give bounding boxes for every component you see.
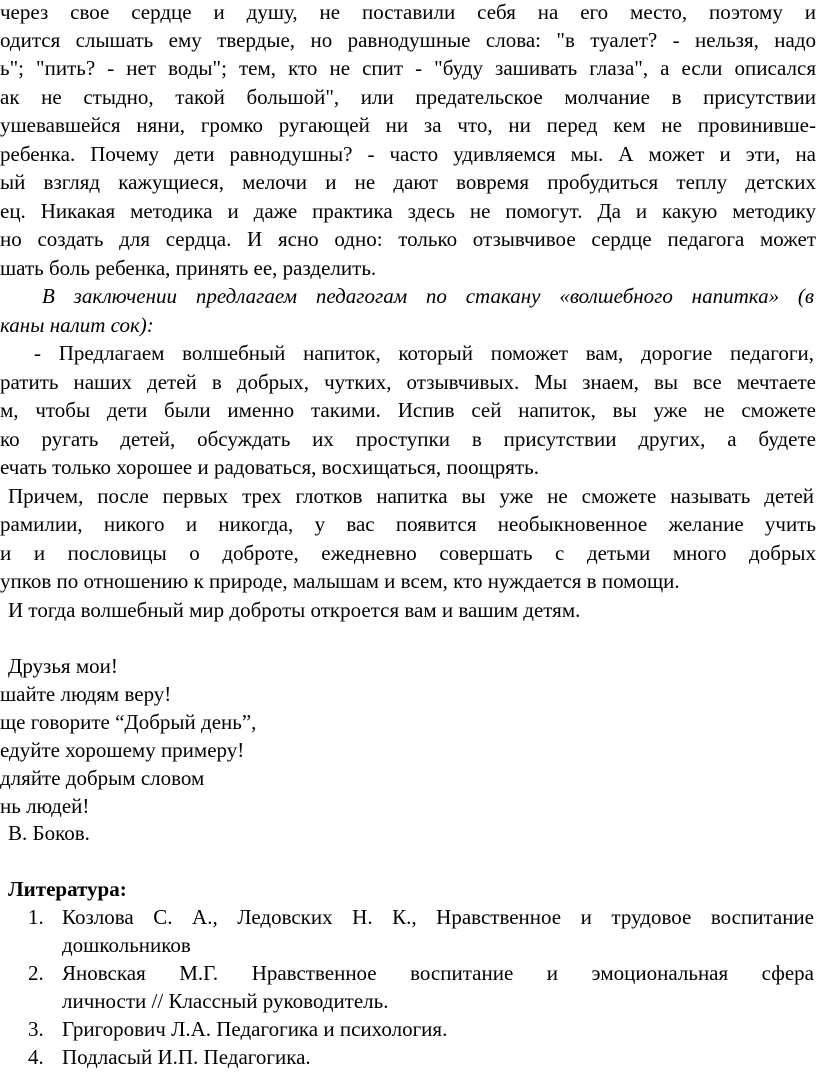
conclusion-line: каны налит сок): bbox=[0, 313, 154, 337]
paragraph-line: ратить наших детей в добрых, чутких, отзывчивых. Мы знаем, вы все мечтаете bbox=[0, 370, 816, 394]
paragraph-line: рамилии, никого и никогда, у вас появится необыкновенное желание учить bbox=[0, 512, 816, 536]
literature-item-number: 2. bbox=[28, 961, 44, 985]
paragraph-line: шать боль ребенка, принять ее, разделить. bbox=[0, 256, 377, 280]
poem-line: шайте людям веру! bbox=[0, 682, 172, 706]
poem-line: едуйте хорошему примеру! bbox=[0, 738, 245, 762]
poem-line: дляйте добрым словом bbox=[0, 766, 205, 790]
paragraph-line: ушевавшейся няни, громко ругающей ни за что, ни перед кем не провинивше- bbox=[0, 113, 816, 137]
literature-item-number: 3. bbox=[28, 1017, 44, 1041]
poem-line: ще говорите “Добрый день”, bbox=[0, 710, 257, 734]
paragraph-line: Причем, после первых трех глотков напитка вы уже не сможете называть детей bbox=[8, 484, 814, 508]
paragraph-line: упков по отношению к природе, малышам и всем, кто нуждается в помощи. bbox=[0, 569, 680, 593]
literature-item-number: 4. bbox=[28, 1045, 44, 1069]
paragraph-line: через свое сердце и душу, не поставили себя на его место, поэтому и bbox=[0, 0, 816, 24]
paragraph-line: ый взгляд кажущиеся, мелочи и не дают вовремя пробудиться теплу детских bbox=[0, 170, 816, 194]
paragraph-line: одится слышать ему твердые, но равнодушные слова: "в туалет? - нельзя, надо bbox=[0, 28, 816, 52]
paragraph-line: - Предлагаем волшебный напиток, который поможет вам, дорогие педагоги, bbox=[34, 341, 814, 365]
literature-item-text: личности // Классный руководитель. bbox=[62, 989, 389, 1013]
literature-item-text: Подласый И.П. Педагогика. bbox=[62, 1045, 311, 1069]
poem-author: В. Боков. bbox=[8, 821, 90, 845]
conclusion-line: В заключении предлагаем педагогам по стакану «волшебного напитка» (в bbox=[42, 284, 814, 308]
literature-item-text: Яновская М.Г. Нравственное воспитание и эмоциональная сфера bbox=[62, 961, 814, 985]
paragraph-line: ребенка. Почему дети равнодушны? - часто удивляемся мы. А может и эти, на bbox=[0, 142, 816, 166]
poem-line: Друзья мои! bbox=[8, 654, 118, 678]
literature-heading: Литература: bbox=[8, 877, 127, 901]
paragraph-line: ак не стыдно, такой большой", или предательское молчание в присутствии bbox=[0, 85, 816, 109]
paragraph-line: ко ругать детей, обсуждать их проступки в присутствии других, а будете bbox=[0, 427, 816, 451]
paragraph-line: ец. Никакая методика и даже практика здесь не помогут. Да и какую методику bbox=[0, 199, 816, 223]
literature-item-text: Козлова С. А., Ледовских Н. К., Нравственное и трудовое воспитание bbox=[62, 905, 814, 929]
paragraph-line: ь"; "пить? - нет воды"; тем, кто не спит - "буду зашивать глаза", а если описался bbox=[0, 56, 816, 80]
paragraph-line: И тогда волшебный мир доброты откроется вам и вашим детям. bbox=[8, 598, 581, 622]
literature-item-text: дошкольников bbox=[62, 933, 191, 957]
paragraph-line: ечать только хорошее и радоваться, восхищаться, поощрять. bbox=[0, 455, 539, 479]
paragraph-line: но создать для сердца. И ясно одно: только отзывчивое сердце педагога может bbox=[0, 227, 816, 251]
literature-item-text: Григорович Л.А. Педагогика и психология. bbox=[62, 1017, 448, 1041]
literature-item-number: 1. bbox=[28, 905, 44, 929]
paragraph-line: и и пословицы о доброте, ежедневно совершать с детьми много добрых bbox=[0, 541, 816, 565]
paragraph-line: м, чтобы дети были именно такими. Испив сей напиток, вы уже не сможете bbox=[0, 398, 816, 422]
poem-line: нь людей! bbox=[0, 794, 90, 818]
